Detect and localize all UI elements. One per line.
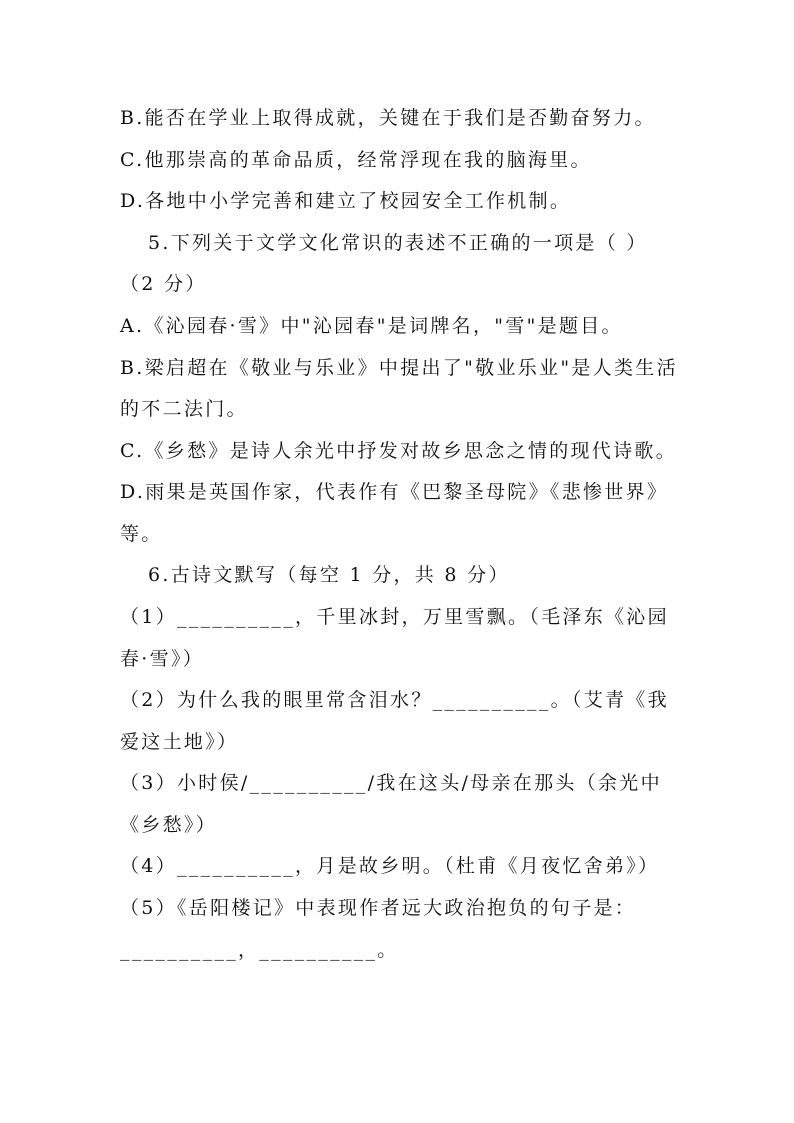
blank-2-cont: 爱这土地》） — [120, 731, 239, 753]
option-c-q4: C.他那崇高的革命品质，经常浮现在我的脑海里。 — [120, 149, 592, 171]
option-b-q4: B.能否在学业上取得成就，关键在于我们是否勤奋努力。 — [120, 107, 656, 129]
option-b-q5: B.梁启超在《敬业与乐业》中提出了"敬业乐业"是人类生活 — [120, 357, 678, 379]
option-d-q5-cont: 等。 — [120, 523, 163, 545]
blank-5: （5）《岳阳楼记》中表现作者远大政治抱负的句子是： — [120, 897, 637, 919]
blank-1-cont: 春·雪》） — [120, 648, 205, 670]
option-d-q5: D.雨果是英国作家，代表作有《巴黎圣母院》《悲惨世界》 — [120, 481, 669, 503]
question-5-stem: 5.下列关于文学文化常识的表述不正确的一项是（ ） — [148, 232, 648, 254]
option-c-q5: C.《乡愁》是诗人余光中抒发对故乡思念之情的现代诗歌。 — [120, 440, 678, 462]
blank-3-cont: 《乡愁》） — [120, 814, 218, 836]
option-d-q4: D.各地中小学完善和建立了校园安全工作机制。 — [120, 190, 572, 212]
blank-2: （2）为什么我的眼里常含泪水？__________。（艾青《我 — [120, 689, 669, 711]
question-6-stem: 6.古诗文默写（每空 1 分，共 8 分） — [148, 564, 510, 586]
blank-4: （4）__________，月是故乡明。（杜甫《月夜忆舍弟》） — [120, 855, 660, 877]
option-a-q5: A.《沁园春·雪》中"沁园春"是词牌名，"雪"是题目。 — [120, 315, 623, 337]
question-5-points: （2 分） — [120, 273, 207, 295]
option-b-q5-cont: 的不二法门。 — [120, 398, 248, 420]
blank-1: （1）__________，千里冰封，万里雪飘。（毛泽东《沁园 — [120, 606, 669, 628]
blank-5-cont: __________，__________。 — [120, 939, 399, 961]
blank-3: （3）小时侯/__________/我在这头/母亲在那头（余光中 — [120, 772, 662, 794]
